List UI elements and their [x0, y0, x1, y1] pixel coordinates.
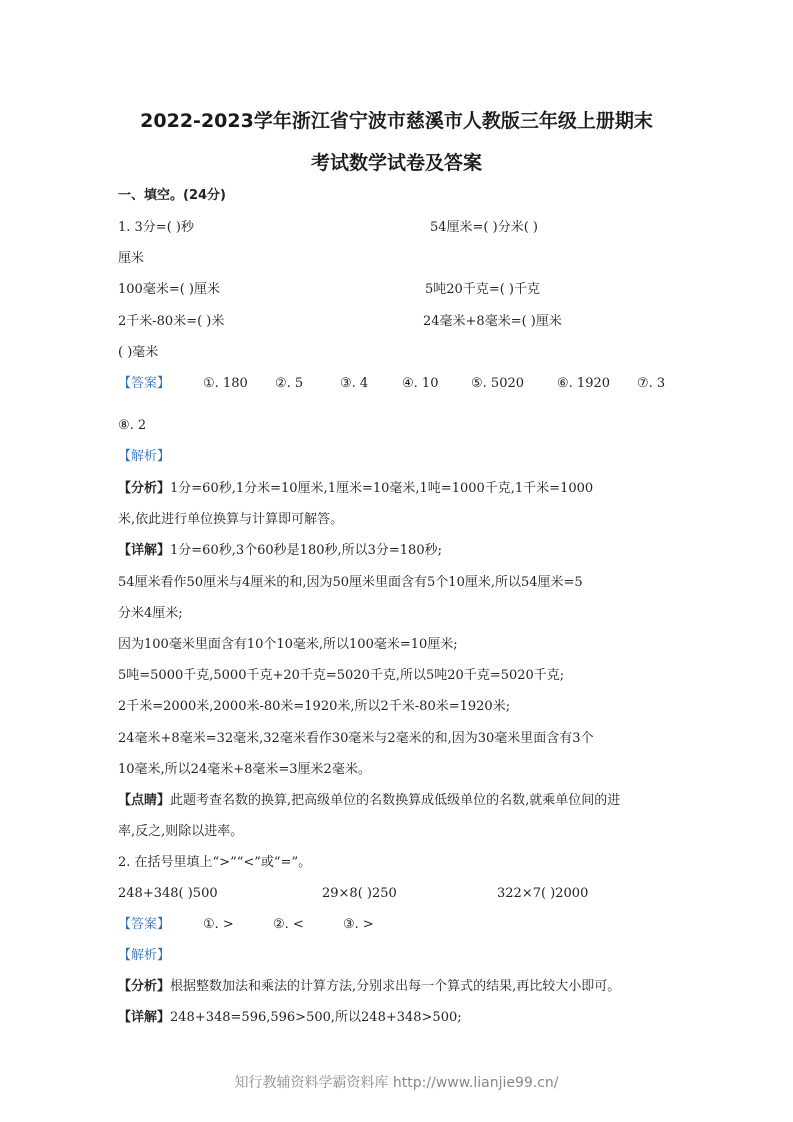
q1-detail-line7: 24毫米+8毫米=32毫米,32毫米看作30毫米与2毫米的和,因为30毫米里面含有3个: [118, 731, 594, 746]
q2-detail-line1: [118, 1010, 462, 1026]
q2-analysis-tag: 【解析】: [118, 948, 171, 963]
q1-row4-left: 2千米-80米=( )米: [118, 314, 225, 329]
dianjing-text: 此题考查名数的换算,把高级单位的名数换算成低级单位的名数,就乘单位间的进: [170, 793, 621, 808]
q1-row1-right: 54厘米=( )分米( ): [430, 220, 538, 235]
q2-prompt: 2. 在括号里填上“>”“<”或“=”。: [118, 855, 312, 870]
q1-fenxi-line2: 米,依此进行单位换算与计算即可解答。: [118, 512, 344, 527]
q1-detail-line6: 2千米=2000米,2000米-80米=1920米,所以2千米-80米=1920米;: [118, 699, 511, 714]
xiangjie-text: 248+348=596,596>500,所以248+348>500;: [170, 1010, 462, 1025]
document-title-line1: 2022-2023学年浙江省宁波市慈溪市人教版三年级上册期末: [140, 110, 653, 132]
q2-expr-a: 248+348( )500: [118, 886, 218, 901]
q1-answer-2: ②. 5: [275, 376, 304, 391]
q1-detail-line8: 10毫米,所以24毫米+8毫米=3厘米2毫米。: [118, 762, 371, 777]
q1-row5: ( )毫米: [118, 345, 159, 360]
q2-answer-1: ①. >: [203, 917, 234, 932]
q1-dianjing-line1: [118, 793, 620, 809]
footer-watermark: 知行教辅资料学霸资料库 http://www.lianjie99.cn/: [234, 1075, 559, 1091]
q1-fenxi-line1: [118, 481, 593, 497]
answer-tag: 【答案】: [118, 376, 171, 391]
q2-answer-2: ②. <: [273, 917, 304, 932]
xiangjie-text: 1分=60秒,3个60秒是180秒,所以3分=180秒;: [170, 543, 442, 558]
q1-row2: 厘米: [118, 251, 145, 266]
fenxi-tag: 【分析】: [118, 979, 171, 994]
xiangjie-tag: 【详解】: [118, 1010, 171, 1025]
q1-answer-row: [118, 376, 170, 392]
q2-expr-c: 322×7( )2000: [497, 886, 589, 901]
fenxi-text: 根据整数加法和乘法的计算方法,分别求出每一个算式的结果,再比较大小即可。: [170, 979, 621, 994]
q2-answer-tag: 【答案】: [118, 917, 171, 932]
q1-answer-1: ①. 180: [203, 376, 248, 391]
section-heading: 一、填空。(24分): [118, 188, 226, 203]
q2-answer-3: ③. >: [343, 917, 374, 932]
q1-row3-right: 5吨20千克=( )千克: [425, 282, 540, 297]
q1-answer-5: ⑤. 5020: [471, 376, 525, 391]
q1-detail-line2: 54厘米看作50厘米与4厘米的和,因为50厘米里面含有5个10厘米,所以54厘米=5: [118, 575, 583, 590]
fenxi-text: 1分=60秒,1分米=10厘米,1厘米=10毫米,1吨=1000千克,1千米=1000: [170, 481, 594, 496]
q1-answer-3: ③. 4: [340, 376, 369, 391]
q1-row4-right: 24毫米+8毫米=( )厘米: [423, 314, 562, 329]
q1-detail-line4: 因为100毫米里面含有10个10毫米,所以100毫米=10厘米;: [118, 637, 458, 652]
q1-row1-left: 1. 3分=( )秒: [118, 220, 194, 235]
q1-row3-left: 100毫米=( )厘米: [118, 282, 220, 297]
document-title-line2: 考试数学试卷及答案: [310, 152, 482, 174]
q2-fenxi-line1: [118, 979, 620, 995]
fenxi-tag: 【分析】: [118, 481, 171, 496]
q1-detail-line3: 分米4厘米;: [118, 606, 183, 621]
q1-detail-line5: 5吨=5000千克,5000千克+20千克=5020千克,所以5吨20千克=5020千克;: [118, 668, 565, 683]
q1-answer-8: ⑧. 2: [118, 418, 147, 433]
q1-answer-7: ⑦. 3: [637, 376, 666, 391]
xiangjie-tag: 【详解】: [118, 543, 171, 558]
q2-expr-b: 29×8( )250: [322, 886, 397, 901]
q1-dianjing-line2: 率,反之,则除以进率。: [118, 824, 244, 839]
dianjing-tag: 【点睛】: [118, 793, 171, 808]
q1-answer-6: ⑥. 1920: [557, 376, 611, 391]
q1-answer-4: ④. 10: [402, 376, 439, 391]
q1-detail-line1: [118, 543, 442, 559]
q1-analysis-tag: 【解析】: [118, 449, 171, 464]
